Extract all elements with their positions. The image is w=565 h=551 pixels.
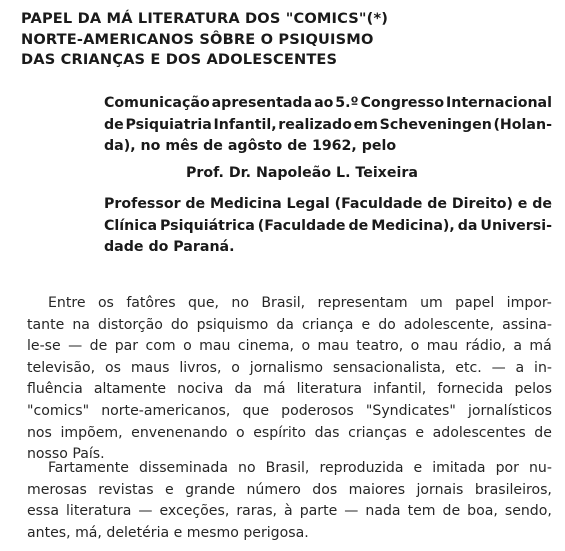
word: de (348, 217, 369, 234)
word: espírito (253, 424, 306, 441)
body-paragraph-1 (27, 293, 552, 466)
word: nos (27, 424, 52, 441)
word: fluência (27, 381, 83, 398)
word: brasileiros, (474, 481, 552, 498)
author-affiliation (104, 194, 552, 259)
word: par (114, 338, 139, 355)
word: Brasil, (265, 460, 310, 476)
word: parte (299, 503, 338, 520)
word: do (378, 316, 396, 333)
word: maiores (348, 481, 406, 498)
word: "Syndicates" (365, 402, 456, 419)
word: de (427, 196, 447, 212)
word: no (231, 295, 249, 311)
word: do (170, 316, 189, 333)
word: e (517, 196, 528, 212)
word: psiquismo (196, 316, 269, 333)
word: com (145, 338, 176, 355)
word: os (104, 359, 121, 376)
word: má (529, 338, 552, 355)
word: dos (312, 481, 338, 498)
word: que, (187, 295, 219, 311)
word: a (513, 338, 522, 355)
word: representam (317, 295, 408, 311)
word: Brasil, (261, 295, 306, 311)
word: nu- (529, 460, 552, 476)
word: revistas (98, 481, 154, 498)
word: mau (199, 338, 231, 355)
word: em (353, 116, 378, 133)
word: das (314, 424, 340, 441)
title-line: NORTE-AMERICANOS SÔBRE O PSIQUISMO (21, 30, 374, 48)
word: sensacionalista, (332, 359, 446, 376)
word: in- (534, 359, 552, 376)
word: Scheveningen (379, 116, 492, 133)
word: apresentada (211, 95, 313, 111)
word: que (242, 402, 270, 419)
word: — (138, 503, 153, 520)
word: imitada (432, 460, 486, 476)
word: na (72, 316, 90, 333)
communication-line (104, 93, 552, 115)
word: — (68, 338, 83, 355)
word: literatura (66, 503, 132, 520)
communication-line: da), no mês de agôsto de 1962, pelo (104, 138, 397, 154)
word: norte-americanos, (101, 402, 231, 419)
word: Medicina), (371, 217, 455, 234)
word: Professor (104, 196, 181, 212)
word: Comunicação (104, 95, 210, 111)
word: envenenando (131, 424, 228, 441)
word: de (185, 196, 206, 212)
title-line: PAPEL DA MÁ LITERATURA DOS "COMICS"(*) (21, 10, 389, 27)
word: tem (407, 503, 436, 520)
word: (Faculdade (334, 196, 423, 212)
word: de (532, 196, 552, 212)
word: mau (317, 338, 349, 355)
word: reproduzida (319, 460, 404, 476)
word: um (420, 295, 443, 311)
word: de (104, 116, 124, 133)
word: cinema, (237, 338, 295, 355)
affiliation-line: dade do Paraná. (104, 239, 235, 255)
word: disseminada (138, 460, 228, 476)
word: à (284, 503, 293, 520)
word: jornalísticos (468, 402, 552, 419)
word: da (276, 316, 294, 333)
word: livros, (179, 359, 222, 376)
word: fornecida (437, 381, 504, 398)
word: Universi- (480, 217, 552, 234)
word: Psiquiátrica (160, 217, 255, 234)
paragraph-line (27, 423, 552, 445)
word: o (410, 338, 420, 355)
word: pelos (514, 381, 552, 398)
word: e (415, 424, 425, 441)
word: nociva (177, 381, 224, 398)
word: por (495, 460, 519, 476)
word: e (361, 316, 371, 333)
word: maus (130, 359, 170, 376)
word: 5.º (335, 95, 359, 111)
word: de (89, 338, 108, 355)
word: nada (365, 503, 401, 520)
word: de (534, 424, 552, 441)
word: no (238, 460, 256, 476)
word: o (183, 338, 192, 355)
paragraph-line (27, 336, 552, 358)
word: boa, (467, 503, 498, 520)
word: teatro, (356, 338, 404, 355)
paragraph-line (27, 401, 552, 423)
word: o (301, 338, 311, 355)
word: Medicina (209, 196, 282, 212)
word: "comics" (27, 402, 90, 419)
title-line: DAS CRIANÇAS E DOS ADOLESCENTES (21, 51, 338, 68)
paragraph-line (27, 358, 552, 380)
word: má (263, 381, 286, 398)
word: jornais (416, 481, 464, 498)
communication-note (104, 93, 552, 158)
word: os (97, 295, 114, 311)
word: impor- (506, 295, 552, 311)
word: crianças (348, 424, 407, 441)
paragraph-line (27, 480, 552, 502)
paragraph-line (27, 501, 552, 523)
word: etc. (455, 359, 482, 376)
word: raras, (236, 503, 278, 520)
word: Fartamente (48, 460, 129, 476)
word: — (344, 503, 359, 520)
word: Entre (48, 295, 86, 311)
word: grande (185, 481, 236, 498)
affiliation-line (104, 194, 552, 216)
communication-line (104, 115, 552, 137)
word: le-se (27, 338, 61, 355)
author-name: Prof. Dr. Napoleão L. Teixeira (186, 165, 418, 181)
word: televisão, (27, 359, 96, 376)
word: assina- (502, 316, 552, 333)
word: criança (301, 316, 354, 333)
word: infantil, (373, 381, 427, 398)
word: distorção (98, 316, 163, 333)
word: sendo, (504, 503, 552, 520)
word: a (515, 359, 525, 376)
word: Clínica (104, 217, 158, 234)
paragraph-line (27, 315, 552, 337)
word: tante (27, 316, 65, 333)
word: da (457, 217, 478, 234)
paragraph-line (27, 379, 552, 401)
word: Congresso (360, 95, 445, 111)
word: número (246, 481, 301, 498)
word: adolescente, (403, 316, 495, 333)
word: Legal (286, 196, 330, 212)
word: Infantil, (213, 116, 277, 133)
word: e (413, 460, 423, 476)
body-paragraph-2 (27, 458, 552, 544)
article-title (21, 9, 541, 71)
word: altamente (93, 381, 167, 398)
word: (Faculdade (257, 217, 346, 234)
word: Internacional (445, 95, 552, 111)
word: jornalismo (249, 359, 323, 376)
word: exceções, (159, 503, 230, 520)
word: essa (27, 503, 59, 520)
word: da (234, 381, 253, 398)
word: papel (455, 295, 495, 311)
word: (Holan- (493, 116, 552, 133)
paragraph-line (27, 458, 552, 480)
paragraph-line: nosso País. (27, 446, 105, 463)
word: fatôres (126, 295, 176, 311)
word: impõem, (60, 424, 123, 441)
word: rádio, (465, 338, 506, 355)
word: o (231, 359, 240, 376)
word: Psiquiatria (125, 116, 212, 133)
paragraph-line (27, 293, 552, 315)
word: ao (314, 95, 334, 111)
paragraph-line: antes, má, deletéria e mesmo perigosa. (27, 524, 309, 541)
word: Direito) (451, 196, 513, 212)
word: — (491, 359, 506, 376)
word: literatura (296, 381, 362, 398)
word: poderosos (281, 402, 354, 419)
word: e (164, 481, 174, 498)
word: de (442, 503, 461, 520)
affiliation-line (104, 216, 552, 238)
word: realizado (278, 116, 352, 133)
word: mau (426, 338, 459, 355)
word: adolescentes (432, 424, 526, 441)
word: merosas (27, 481, 87, 498)
word: o (236, 424, 245, 441)
